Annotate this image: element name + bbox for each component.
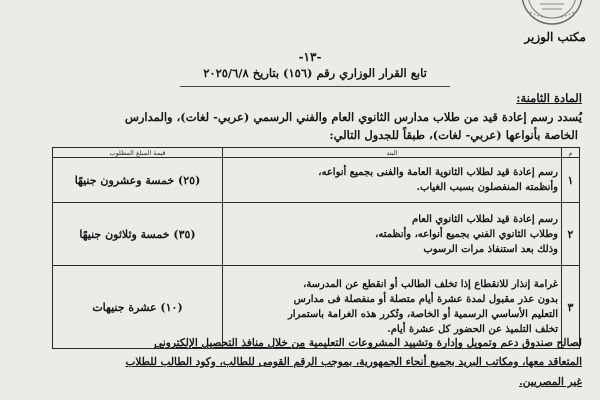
column-header-amount: قيمة المبلغ المطلوب [53, 148, 223, 158]
description-line: تخلف التلميذ عن الحضور كل عشرة أيام. [387, 324, 558, 335]
article-heading: المادة الثامنة: [516, 91, 582, 105]
row-description [223, 158, 562, 203]
description-line: رسم إعادة قيد لطلاب الثانوية العامة والفنى بجميع أنواعه، [318, 167, 558, 178]
description-line: غرامة إنذار للانقطاع إذا تخلف الطالب أو انقطع عن المدرسة، [303, 279, 558, 290]
article-intro-line-1: يُسدد رسم إعادة قيد من طلاب مدارس الثانوي العام والفني الرسمي (عربي- لغات)، والمدارس [124, 110, 582, 124]
fees-table-header [53, 148, 580, 158]
row-amount: (٢٥) خمسة وعشرون جنيهًا [53, 158, 223, 203]
description-line: التعليم الأساسي الرسمية أو الخاصة، وتُكرر هذه الغرامة باستمرار [287, 309, 558, 320]
row-amount: (٣٥) خمسة وثلاثون جنيهًا [53, 203, 223, 266]
row-number: ٣ [562, 266, 580, 349]
ministers-office-label: مكتب الوزير [524, 30, 586, 44]
page-number: -١٣- [298, 50, 322, 64]
fees-table [52, 147, 580, 349]
decree-subtitle: تابع القرار الوزاري رقم (١٥٦) بتاريخ ٢٠٢٥/٦/٨ [203, 66, 427, 80]
column-header-num: م [562, 148, 580, 158]
row-number: ٢ [562, 203, 580, 266]
description-line: وذلك بعد استنفاذ مرات الرسوب [423, 243, 558, 255]
footer-line-1-part-b: من خلال منافذ التحصيل الإلكترونى [154, 337, 306, 349]
description-line: رسم إعادة قيد لطلاب الثانوي العام [412, 213, 558, 225]
footer-line-2: المتعاقد معها، ومكاتب البريد بجميع أنحاء الجمهورية، بموجب الرقم القومى للطالب، وكود الطالب للطلاب [125, 356, 582, 368]
row-number: ١ [562, 158, 580, 203]
footer-line-3: غير المصريين. [519, 376, 582, 388]
description-line: وأنظمته المنفصلون بسبب الغياب. [416, 182, 558, 193]
table-row [53, 158, 580, 203]
article-intro-line-2: الخاصة بأنواعها (عربي- لغات)، طبقاً للجدول التالي: [329, 128, 578, 142]
row-amount: (١٠) عشرة جنيهات [53, 266, 223, 349]
footer-line-1 [154, 337, 582, 349]
description-line: بدون عذر مقبول لمدة عشرة أيام متصلة أو منفصلة فى مدارس [293, 294, 558, 305]
description-line: وطلاب الثانوي الفني بجميع أنواعه، وأنظمته، [375, 228, 558, 240]
ministry-seal-icon [516, 0, 588, 26]
footer-line-1-part-a: لصالح صندوق دعم وتمويل وإدارة وتشييد المشروعات التعليمية [308, 337, 582, 349]
column-header-description: البند [223, 148, 562, 158]
table-row [53, 203, 580, 266]
row-description [223, 203, 562, 266]
subtitle-underline [180, 86, 450, 87]
